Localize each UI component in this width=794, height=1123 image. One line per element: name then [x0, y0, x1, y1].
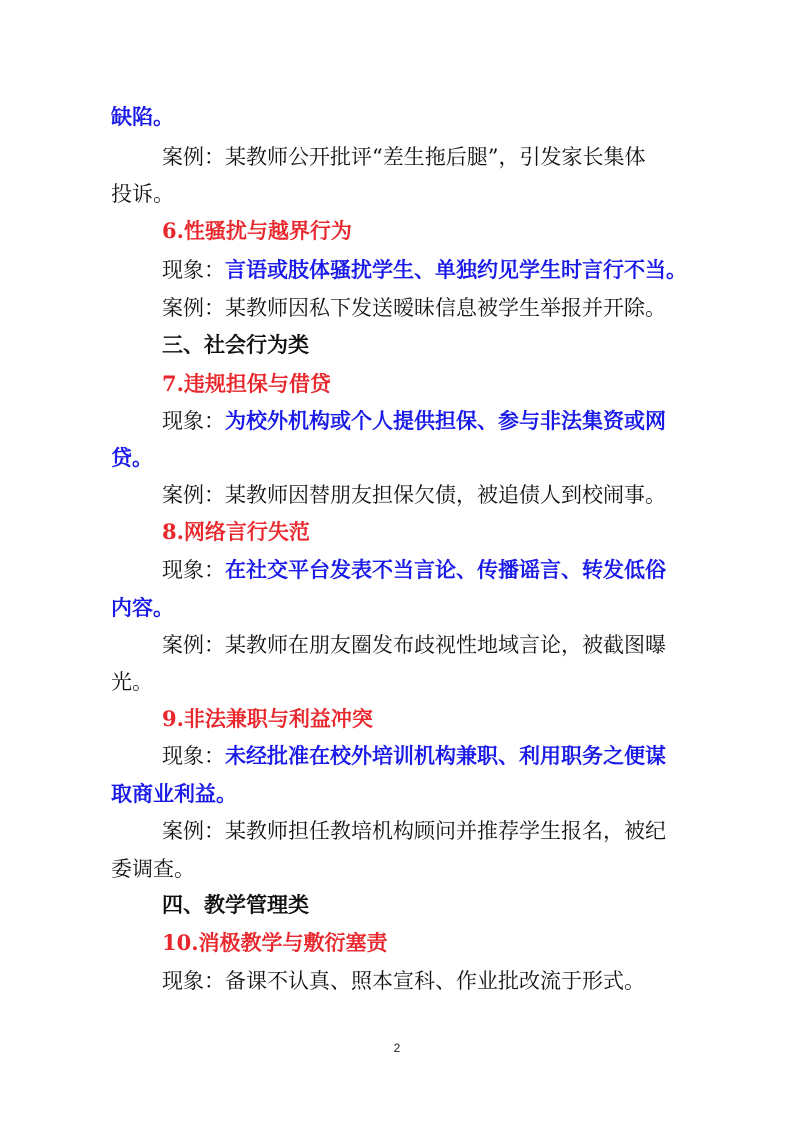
case-text: 案例：某教师因替朋友担保欠债，被追债人到校闹事。 — [162, 483, 666, 507]
phenomenon-text: 在社交平台发表不当言论、传播谣言、转发低俗 — [225, 557, 666, 582]
case-text: 案例：某教师在朋友圈发布歧视性地域言论，被截图曝 — [162, 633, 666, 657]
category-heading-4: 四、教学管理类 — [162, 892, 309, 917]
phenomenon-line-9 — [162, 742, 666, 770]
case-text-continuation: 光。 — [111, 670, 153, 694]
phenomenon-line-6 — [162, 256, 687, 284]
phenomenon-continuation: 贷。 — [111, 445, 153, 470]
category-heading-3: 三、社会行为类 — [162, 332, 309, 357]
section-heading-8: 8.网络言行失范 — [162, 519, 310, 544]
phenomenon-label: 现象： — [162, 258, 225, 282]
phenomenon-line-10: 现象：备课不认真、照本宣科、作业批改流于形式。 — [162, 969, 645, 993]
phenomenon-text: 为校外机构或个人提供担保、参与非法集资或网 — [225, 408, 666, 433]
case-text-continuation: 委调查。 — [111, 857, 195, 881]
phenomenon-continuation: 内容。 — [111, 595, 174, 620]
case-text-continuation: 投诉。 — [111, 182, 174, 206]
phenomenon-label: 现象： — [162, 558, 225, 582]
phenomenon-label: 现象： — [162, 409, 225, 433]
phenomenon-continuation: 取商业利益。 — [111, 781, 237, 806]
case-text: 案例：某教师公开批评“差生拖后腿”，引发家长集体 — [162, 145, 646, 169]
phenomenon-line-7 — [162, 407, 666, 435]
section-heading-6: 6.性骚扰与越界行为 — [162, 218, 352, 243]
phenomenon-line-8 — [162, 556, 666, 584]
paragraph-continuation: 缺陷。 — [111, 104, 174, 129]
case-text: 案例：某教师因私下发送暧昧信息被学生举报并开除。 — [162, 296, 666, 320]
case-text: 案例：某教师担任教培机构顾问并推荐学生报名，被纪 — [162, 819, 666, 843]
page-number: 2 — [393, 1041, 401, 1055]
section-heading-7: 7.违规担保与借贷 — [162, 371, 331, 396]
section-heading-9: 9.非法兼职与利益冲突 — [162, 706, 373, 731]
phenomenon-text: 言语或肢体骚扰学生、单独约见学生时言行不当。 — [225, 257, 687, 282]
phenomenon-text: 未经批准在校外培训机构兼职、利用职务之便谋 — [225, 743, 666, 768]
section-heading-10: 10.消极教学与敷衍塞责 — [162, 930, 388, 955]
phenomenon-label: 现象： — [162, 744, 225, 768]
